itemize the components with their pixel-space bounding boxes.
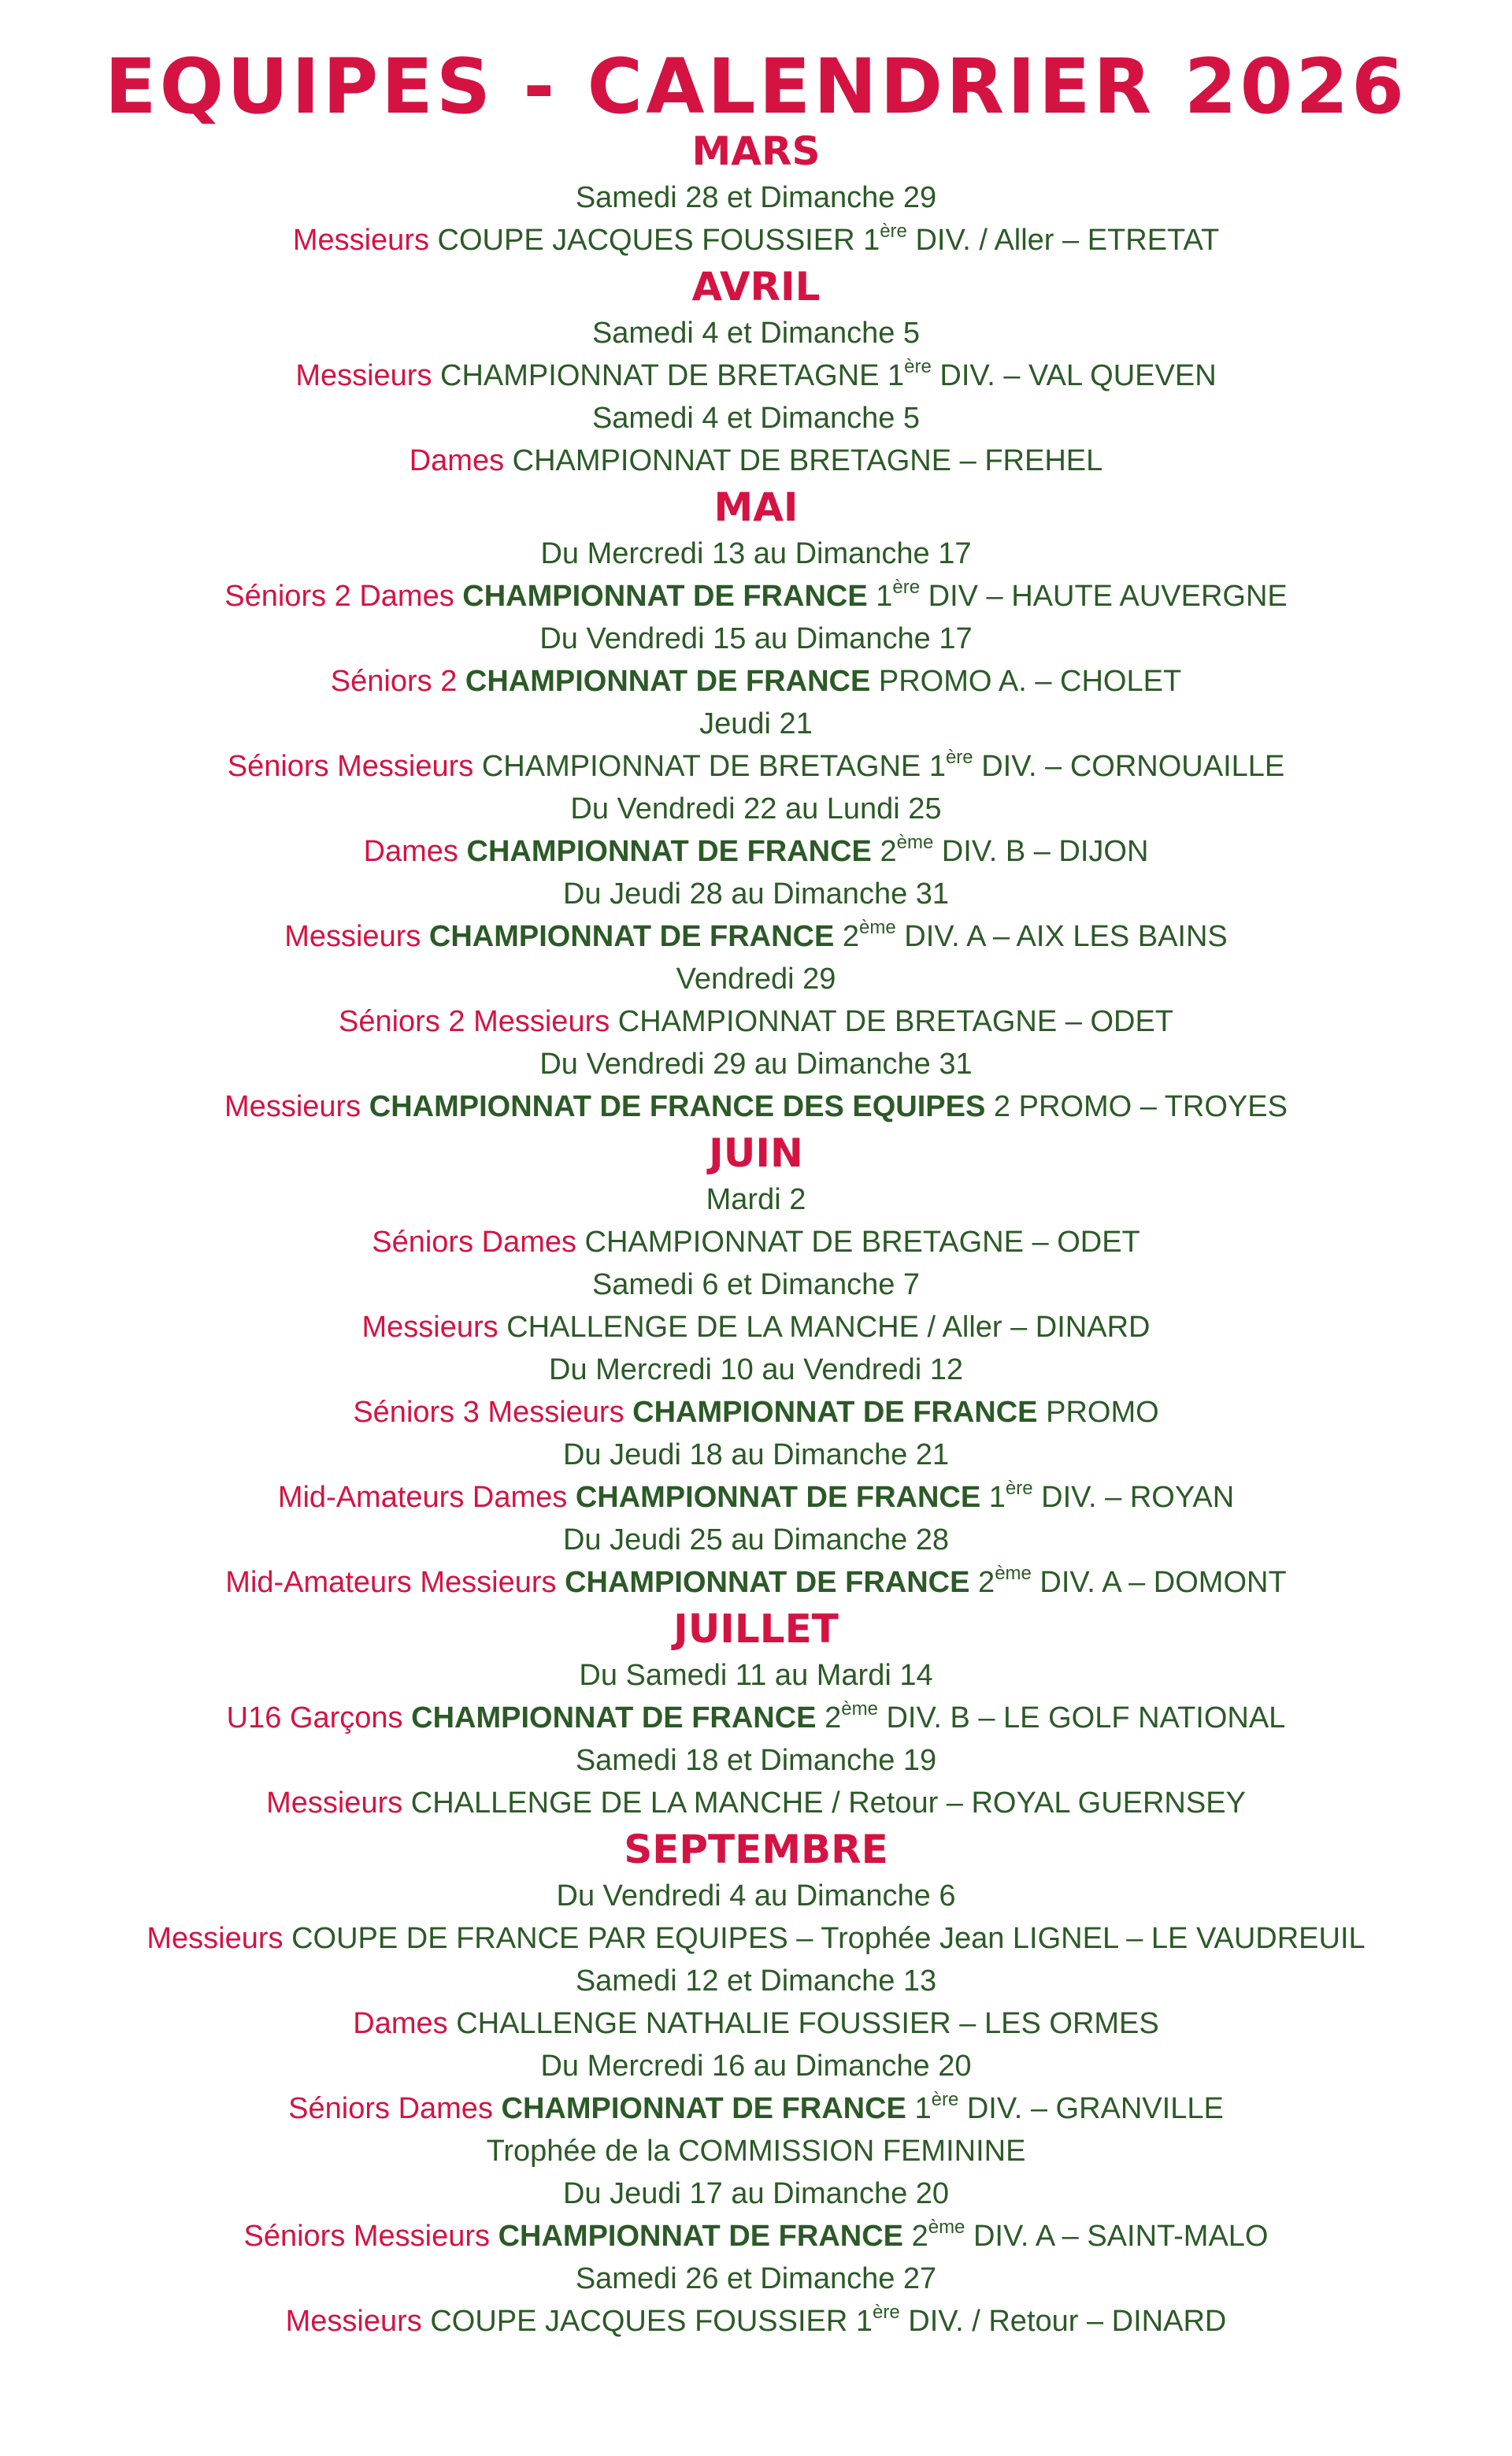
team-name: Dames [363,835,458,868]
month-section [0,482,1512,1128]
event-detail: DIV. A – DOMONT [1031,1566,1287,1599]
competition-name: CHAMPIONNAT DE FRANCE [501,2092,906,2125]
event-line [0,660,1512,703]
event-line [0,354,1512,397]
division-ordinal: ème [928,2217,965,2238]
team-name: Messieurs [224,1090,361,1123]
team-name: Séniors Dames [288,2092,493,2125]
team-name: Dames [409,444,505,477]
division-ordinal: ère [873,2302,900,2323]
team-name: Messieurs [361,1311,498,1344]
division-ordinal: ème [995,1563,1032,1584]
event-line [0,915,1512,958]
team-name: Messieurs [295,359,432,392]
competition-name: CHAMPIONNAT DE FRANCE [575,1481,981,1514]
event-line [0,219,1512,262]
division-ordinal: ème [896,832,934,853]
event-line [0,1917,1512,1960]
event-detail: – FREHEL [951,444,1103,477]
division-ordinal: ère [931,2089,959,2110]
event-date: Samedi 12 et Dimanche 13 [575,1964,937,1998]
event-date: Samedi 26 et Dimanche 27 [575,2262,937,2295]
event-detail: DIV. – GRANVILLE [958,2092,1224,2125]
event-detail: / Aller – DINARD [918,1311,1151,1344]
competition-name: CHAMPIONNAT DE FRANCE [632,1396,1038,1429]
event-line [0,2300,1512,2343]
event-detail: DIV. / Retour – DINARD [899,2305,1227,2338]
division-ordinal: ère [904,356,932,377]
team-name: Séniors Messieurs [243,2220,491,2253]
event-line [0,1085,1512,1128]
event-date: Du Vendredi 15 au Dimanche 17 [539,622,973,655]
division-ordinal: ère [892,577,921,598]
competition-name: CHALLENGE NATHALIE FOUSSIER [456,2007,951,2040]
event-detail: 2 PROMO – TROYES [985,1090,1288,1123]
competition-name: CHALLENGE DE LA MANCHE [506,1311,919,1344]
team-name: Séniors Messieurs [227,750,474,783]
team-name: Mid-Amateurs Messieurs [225,1566,557,1599]
competition-name: CHALLENGE DE LA MANCHE [410,1786,824,1820]
competition-name: CHAMPIONNAT DE FRANCE [466,835,872,868]
event-line [0,440,1512,482]
event-detail: – ODET [1057,1005,1174,1038]
event-detail: DIV. A – AIX LES BAINS [895,920,1228,953]
event-date: Du Samedi 11 au Mardi 14 [579,1659,933,1692]
event-line [0,1221,1512,1263]
division-number: 1 [980,1481,1006,1514]
event-date: Mardi 2 [706,1183,806,1216]
event-detail: DIV. – ROYAN [1032,1481,1235,1514]
division-number: 2 [871,835,897,868]
event-note: Trophée de la COMMISSION FEMININE [486,2135,1026,2168]
months-list [0,126,1512,2343]
event-line [0,745,1512,788]
division-number: 2 [834,920,860,953]
event-detail: – Trophée Jean LIGNEL – LE VAUDREUIL [788,1922,1366,1955]
division-number: 2 [969,1566,995,1599]
event-detail: PROMO A. – CHOLET [870,665,1182,698]
event-detail: – LES ORMES [951,2007,1159,2040]
event-detail: – ODET [1023,1226,1140,1259]
team-name: Messieurs [292,224,429,257]
event-line [0,1391,1512,1434]
team-name: Séniors Dames [372,1226,576,1259]
division-number: 1 [867,580,893,613]
competition-name: CHAMPIONNAT DE FRANCE [462,580,868,613]
month-heading: JUILLET [673,1606,839,1652]
event-date: Du Vendredi 22 au Lundi 25 [570,792,942,825]
event-detail: DIV. / Aller – ETRETAT [906,224,1220,257]
team-name: Séniors 3 Messieurs [353,1396,624,1429]
team-name: Séniors 2 Dames [224,580,454,613]
event-date: Du Mercredi 10 au Vendredi 12 [549,1353,963,1386]
competition-name: CHAMPIONNAT DE FRANCE [565,1566,970,1599]
month-section [0,262,1512,482]
event-line [0,2002,1512,2045]
event-detail: DIV. A – SAINT-MALO [965,2220,1269,2253]
event-line [0,575,1512,618]
competition-name: COUPE DE FRANCE PAR EQUIPES [291,1922,788,1955]
event-line [0,830,1512,873]
team-name: Messieurs [266,1786,403,1820]
division-ordinal: ème [841,1698,878,1720]
event-detail: DIV – HAUTE AUVERGNE [920,580,1288,613]
team-name: U16 Garçons [226,1701,403,1734]
team-name: Séniors 2 Messieurs [338,1005,610,1038]
competition-name: CHAMPIONNAT DE FRANCE DES EQUIPES [369,1090,986,1123]
division-number: 2 [903,2220,928,2253]
event-line [0,1000,1512,1043]
event-date: Du Mercredi 13 au Dimanche 17 [540,537,972,570]
competition-name: CHAMPIONNAT DE FRANCE [465,665,871,698]
division-ordinal: ère [1005,1478,1033,1499]
event-date: Du Jeudi 25 au Dimanche 28 [562,1523,950,1556]
team-name: Séniors 2 [330,665,458,698]
competition-name: CHAMPIONNAT DE BRETAGNE 1 [440,359,905,392]
event-line [0,1306,1512,1349]
competition-name: CHAMPIONNAT DE BRETAGNE [584,1226,1024,1259]
event-detail: DIV. B – LE GOLF NATIONAL [877,1701,1286,1734]
team-name: Messieurs [285,2305,422,2338]
division-number: 2 [816,1701,842,1734]
event-detail: PROMO [1037,1396,1159,1429]
competition-name: CHAMPIONNAT DE BRETAGNE 1 [481,750,946,783]
event-line [0,1697,1512,1739]
division-ordinal: ère [880,221,907,242]
month-section [0,1128,1512,1604]
competition-name: COUPE JACQUES FOUSSIER 1 [430,2305,873,2338]
event-line [0,1782,1512,1824]
month-section [0,126,1512,262]
month-heading: AVRIL [691,264,821,310]
event-date: Samedi 4 et Dimanche 5 [591,402,921,435]
month-section [0,1604,1512,1824]
month-heading: JUIN [709,1130,803,1176]
month-heading: MARS [691,128,821,174]
event-detail: DIV. – VAL QUEVEN [931,359,1217,392]
team-name: Dames [353,2007,448,2040]
event-date: Samedi 4 et Dimanche 5 [591,317,921,350]
event-date: Samedi 18 et Dimanche 19 [575,1744,937,1777]
month-section [0,1824,1512,2343]
event-date: Du Vendredi 29 au Dimanche 31 [539,1048,973,1081]
competition-name: CHAMPIONNAT DE BRETAGNE [512,444,952,477]
competition-name: CHAMPIONNAT DE FRANCE [498,2220,904,2253]
event-date: Samedi 28 et Dimanche 29 [575,181,937,214]
event-line [0,2215,1512,2258]
event-date: Samedi 6 et Dimanche 7 [591,1268,921,1301]
team-name: Messieurs [284,920,421,953]
event-date: Du Jeudi 28 au Dimanche 31 [562,877,950,911]
event-detail: DIV. B – DIJON [933,835,1149,868]
team-name: Messieurs [146,1922,284,1955]
month-heading: MAI [713,484,799,530]
event-date: Du Vendredi 4 au Dimanche 6 [556,1879,956,1912]
competition-name: CHAMPIONNAT DE FRANCE [411,1701,817,1734]
team-name: Mid-Amateurs Dames [277,1481,568,1514]
event-date: Du Jeudi 17 au Dimanche 20 [562,2177,950,2210]
division-ordinal: ème [859,917,896,938]
event-line [0,2087,1512,2130]
division-ordinal: ère [945,747,973,768]
event-line [0,1561,1512,1604]
event-date: Vendredi 29 [676,963,836,996]
competition-name: COUPE JACQUES FOUSSIER 1 [437,224,880,257]
event-line [0,1476,1512,1519]
event-detail: DIV. – CORNOUAILLE [973,750,1285,783]
page-title: EQUIPES - CALENDRIER 2026 [105,43,1407,131]
event-date: Jeudi 21 [699,707,813,740]
division-number: 1 [906,2092,932,2125]
event-date: Du Jeudi 18 au Dimanche 21 [562,1438,950,1471]
event-detail: / Retour – ROYAL GUERNSEY [823,1786,1246,1820]
competition-name: CHAMPIONNAT DE BRETAGNE [617,1005,1058,1038]
competition-name: CHAMPIONNAT DE FRANCE [428,920,835,953]
event-date: Du Mercredi 16 au Dimanche 20 [540,2050,972,2083]
month-heading: SEPTEMBRE [624,1827,888,1872]
